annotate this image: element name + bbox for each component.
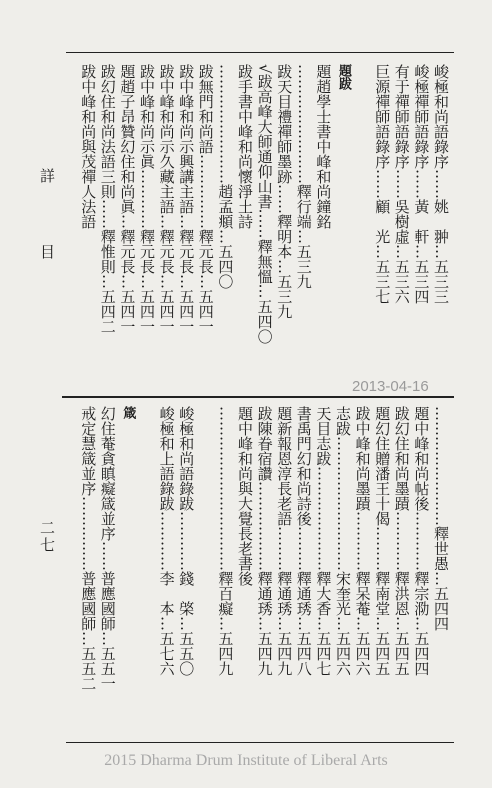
toc-entry: 幻住菴貪瞋癡箴並序……普應國師…五五一 [98, 406, 117, 691]
page-number: 二七 [38, 520, 56, 554]
running-head: 詳 目 [38, 168, 56, 287]
toc-entry: 峻極禪師語錄序……黃 軒…五三四 [412, 64, 431, 304]
toc-entry: 書禹門幻和尚詩後………釋通琇…五四八 [294, 406, 313, 676]
toc-entry: 跋天目禮禪師墨跡……釋明本…五三九 [275, 64, 294, 319]
toc-entry: 巨源禪師語錄序……顧 光…五三七 [373, 64, 392, 304]
toc-entry: 跋幻住和尚法語三則……釋惟則…五四二 [98, 64, 117, 334]
toc-entry: 跋中峰和尚與茂禪人法語 [79, 64, 98, 229]
toc-entry: 跋中峰和尚示久藏主語…釋元長…五四一 [157, 64, 176, 334]
toc-entry: √跋高峰大師通仰山書……釋無慍…五四〇 [255, 64, 274, 344]
toc-entry: 峻極和上語錄跋…………李 本…五七六 [157, 406, 176, 676]
middle-rule [62, 396, 454, 398]
section-heading: 箴 [120, 406, 136, 419]
toc-entry: ……………………釋世愚…五四四 [432, 406, 450, 631]
toc-entry: 志跋………………………宋奎光…五四六 [334, 406, 352, 676]
toc-entry: ……………………釋行端…五三九 [294, 64, 313, 289]
toc-entry: 天目志跋…………………釋大香…五四七 [314, 406, 333, 676]
toc-entry: 題趙子昂贊幻住和尚眞…釋元長…五四一 [118, 64, 137, 334]
toc-entry: 題中峰和尚與大覺長老書後 [236, 406, 254, 586]
toc-entry: 跋中峰和尚示眞…………釋元長…五四一 [138, 64, 156, 334]
toc-entry: 題幻住贈潘王十偈………釋南堂…五四五 [373, 406, 392, 676]
toc-entry: 有于禪師語錄序……吳樹虛…五三六 [392, 64, 411, 304]
top-rule [66, 52, 454, 53]
toc-entry: 跋無門和尚語……………釋元長…五四一 [196, 64, 215, 334]
bottom-rule [66, 742, 454, 743]
toc-entry: 戒定慧箴並序……………普應國師…五五二 [79, 406, 98, 691]
toc-entry: 跋陳眷宿讚………………釋通琇…五四九 [255, 406, 274, 676]
date-stamp: 2013-04-16 [352, 378, 429, 395]
section-heading: 題跋 [336, 64, 351, 90]
toc-entry: 跋手書中峰和尚懷淨土詩 [236, 64, 254, 229]
toc-entry: ……………………………釋百癡…五四九 [216, 406, 235, 676]
toc-entry: 跋中峰和尚示興講主語…釋元長…五四一 [177, 64, 196, 334]
toc-entry: 峻極和尚語錄序……姚 翀…五三三 [432, 64, 450, 304]
toc-entry: 跋幻住和尚墨蹟…………釋洪恩…五四五 [392, 406, 411, 676]
watermark: 2015 Dharma Drum Institute of Liberal Arts [104, 752, 388, 769]
toc-entry: 題新報恩淳長老語………釋通琇…五四九 [275, 406, 294, 676]
toc-entry: 題中峰和尚帖後…………釋宗泐…五四四 [412, 406, 431, 676]
toc-entry: ……………………趙孟頫…五四〇 [216, 64, 235, 289]
toc-entry: 題趙學士書中峰和尚鐘銘 [314, 64, 333, 229]
toc-entry: 跋中峰和尚墨蹟…………釋呆菴…五四六 [353, 406, 372, 676]
toc-entry: 峻極和尚語錄跋…………錢 棨…五五〇 [177, 406, 196, 676]
